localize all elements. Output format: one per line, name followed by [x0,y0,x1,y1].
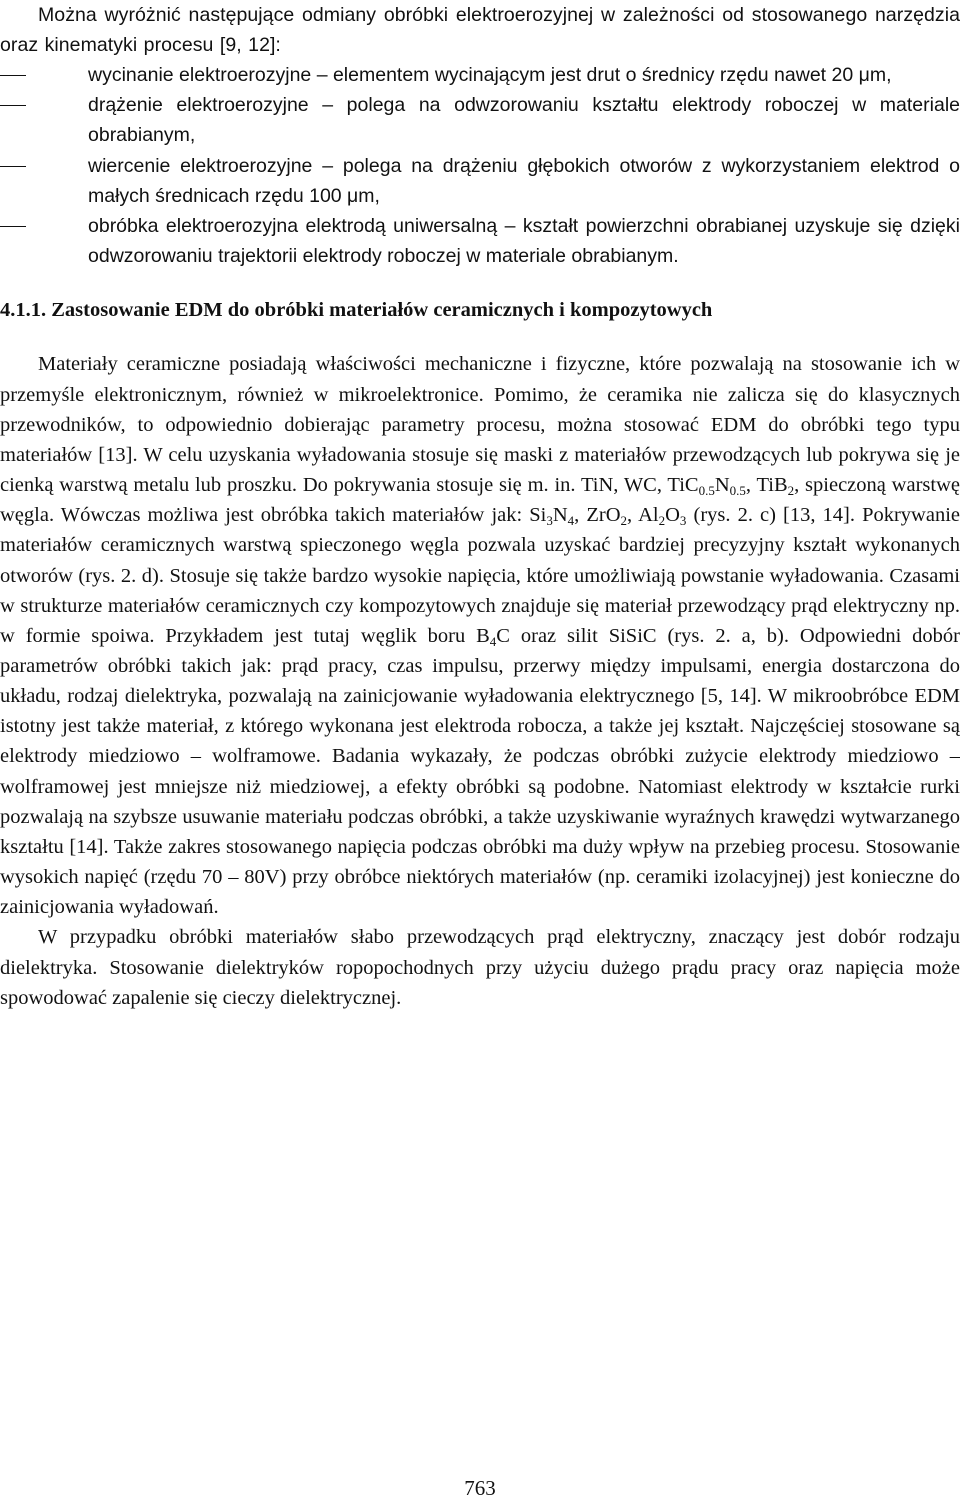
list-item [88,151,960,211]
text-run: O [665,504,680,527]
text-run: Materiały ceramiczne posiadają właściwości mechaniczne i fizyczne, które pozwalają na stosowanie ich w przemyśle elektronicznym, również w mikroelektronice. Pomimo, że ceramika nie zalicza się do klasycznych przewodników, to odpowiednio dobierając parametry procesu, można stosować EDM do obróbki tego typu materiałów [13]. W celu uzyskania wyładowania stosuje się maski z materiałów przewodzących lub pokrywa się je cienką warstwą metalu lub proszku. Do pokrywania stosuje się m. in. TiN, WC, TiC [0,353,960,497]
text-run: N [552,504,568,527]
list-item [88,60,960,90]
subscript: 2 [787,483,795,499]
list-item-text: drążenie elektroerozyjne – polega na odwzorowaniu kształtu elektrody roboczej w materiale obrabianym, [88,94,960,147]
page-number: 763 [464,1476,496,1500]
section-heading: 4.1.1. Zastosowanie EDM do obróbki materiałów ceramicznych i kompozytowych [0,299,713,322]
subscript: 0.5 [698,483,715,499]
edm-variants-list [0,60,960,271]
text-run: , spieczoną warstwę węgla. Wówczas możliwa jest obróbka takich materiałów jak: Si [0,474,960,527]
body-paragraph-ceramics [0,349,960,922]
subscript: 2 [658,513,666,529]
text-run: C oraz silit SiSiC (rys. 2. a, b). Odpowiedni dobór parametrów obróbki takich jak: prąd pracy, czas impulsu, przerwy między impulsami, energia dostarczona do układu, rodzaj dielektryka, pozwalają na zainicjowanie wyładowania elektrycznego [5, 14]. W mikroobróbce EDM istotny jest także materiał, z którego wykonana jest elektroda robocza, a także jej kształt. Najczęściej stosowane są elektrody miedziowo – wolframowe. Badania wykazały, że podczas obróbki zużycie elektrody miedziowo – wolframowej jest mniejsze niż miedziowej, a efekty obróbki są podobne. Natomiast elektrody w kształcie rurki pozwalają na szybsze usuwanie materiału podczas obróbki, a także uzyskiwanie wyraźnych krawędzi wytwarzanego kształtu [14]. Także zakres stosowanego napięcia podczas obróbki ma duży wpływ na przebieg procesu. Stosowanie wysokich napięć (rzędu 70 – 80V) przy obróbce niektórych materiałów (np. ceramiki izolacyjnej) jest konieczne do zainicjowania wyładowań. [0,624,960,919]
list-item-text: wycinanie elektroerozyjne – elementem wycinającym jest drut o średnicy rzędu nawet 20 μm, [88,64,892,86]
text-run: , TiB [745,474,788,497]
text-run: , Al [627,504,659,527]
body-paragraph-dielectric: W przypadku obróbki materiałów słabo przewodzących prąd elektryczny, znaczący jest dobór rodzaju dielektryka. Stosowanie dielektryków ropopochodnych przy użyciu dużego prądu pracy oraz napięcia może spowodować zapalenie się cieczy dielektrycznej. [0,926,960,1009]
subscript: 3 [679,513,687,529]
subscript: 3 [546,513,553,529]
subscript: 4 [567,513,575,529]
text-run: (rys. 2. c) [13, 14]. Pokrywanie materiałów ceramicznych warstwą spieczonego węgla pozwala uzyskać bardziej precyzyjny kształt wykonanych otworów (rys. 2. d). Stosuje się także bardzo wysokie napięcia, które umożliwiają powstanie wyładowania. Czasami w strukturze materiałów ceramicznych czy kompozytowych znajduje się materiał przewodzący prąd elektryczny np. w formie spoiwa. Przykładem jest tutaj węglik boru B [0,504,960,647]
subscript: 0.5 [729,483,746,499]
list-item-text: obróbka elektroerozyjna elektrodą uniwersalną – kształt powierzchni obrabianej uzyskuje się dzięki odwzorowaniu trajektorii elektrody roboczej w materiale obrabianym. [88,215,960,268]
intro-paragraph: Można wyróżnić następujące odmiany obróbki elektroerozyjnej w zależności od stosowanego narzędzia oraz kinematyki procesu [9, 12]: [0,4,960,56]
list-item-text: wiercenie elektroerozyjne – polega na drążeniu głębokich otworów z wykorzystaniem elektrod o małych średnicach rzędu 100 μm, [88,154,960,207]
text-run: N [714,474,730,497]
text-run: , ZrO [574,504,621,527]
subscript: 2 [620,513,628,529]
subscript: 4 [489,633,497,649]
list-item [88,90,960,150]
list-item [88,211,960,271]
